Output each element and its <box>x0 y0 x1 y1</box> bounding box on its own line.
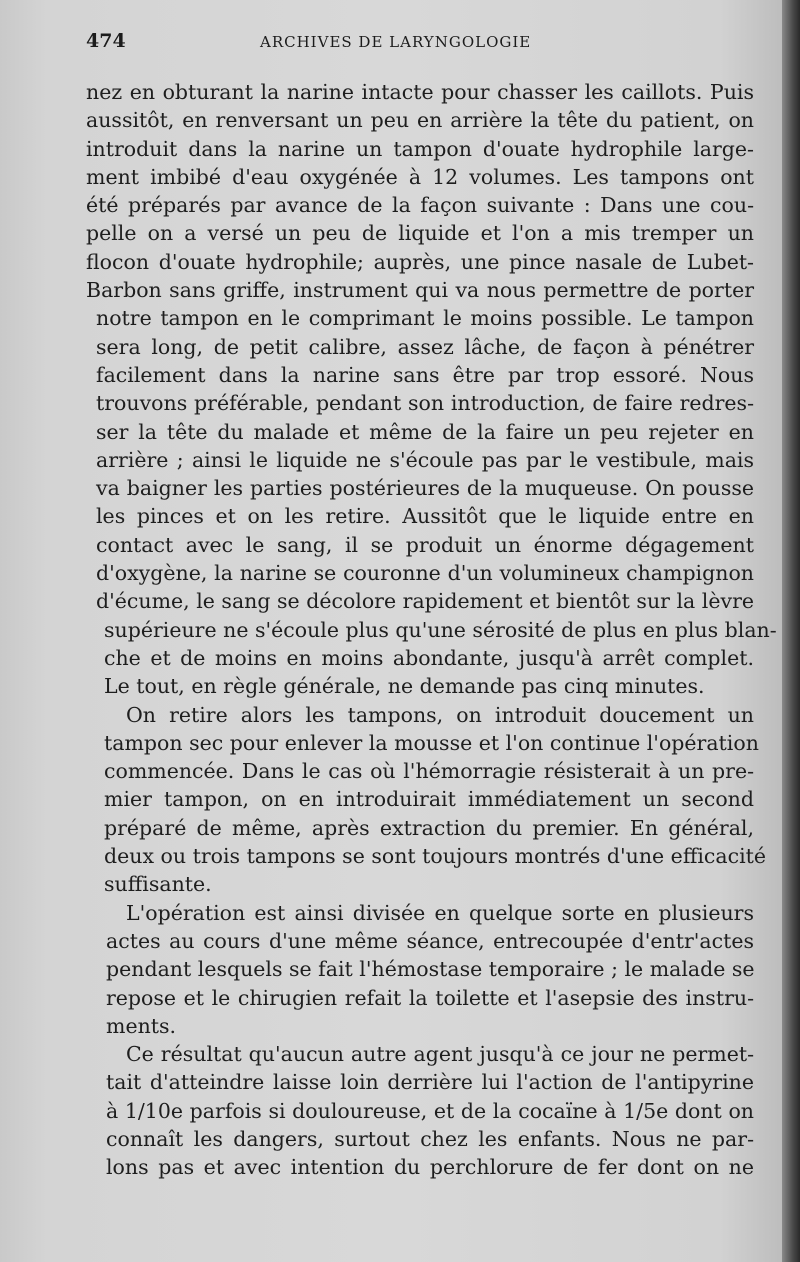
text-line: ment imbibé d'eau oxygénée à 12 volumes. Les tampons ont <box>86 164 754 189</box>
text-line: aussitôt, en renversant un peu en arrière la tête du patient, on <box>86 108 754 133</box>
text-line: à 1/10e parfois si douloureuse, et de la cocaïne à 1/5e dont on <box>106 1098 754 1123</box>
page-header <box>86 30 756 60</box>
text-line: trouvons préférable, pendant son introduction, de faire redres- <box>96 391 754 416</box>
text-line: repose et le chirugien refait la toilette et l'asepsie des instru- <box>106 985 754 1010</box>
text-line: introduit dans la narine un tampon d'ouate hydrophile large- <box>86 136 754 161</box>
text-line: lons pas et avec intention du perchlorure de fer dont on ne <box>106 1155 754 1180</box>
text-line: sera long, de petit calibre, assez lâche, de façon à pénétrer <box>96 334 754 359</box>
text-line: pelle on a versé un peu de liquide et l'on a mis tremper un <box>86 221 754 246</box>
text-line: les pinces et on les retire. Aussitôt que le liquide entre en <box>96 504 754 529</box>
text-line: Ce résultat qu'aucun autre agent jusqu'à ce jour ne permet- <box>126 1042 754 1067</box>
text-line: mier tampon, on en introduirait immédiatement un second <box>104 787 754 812</box>
text-line: nez en obturant la narine intacte pour chasser les caillots. Puis <box>86 80 754 104</box>
text-line: On retire alors les tampons, on introduit doucement un <box>126 702 754 727</box>
text-line: commencée. Dans le cas où l'hémorragie résisterait à un pre- <box>104 759 754 784</box>
text-line: connaît les dangers, surtout chez les enfants. Nous ne par- <box>106 1126 754 1151</box>
running-title: ARCHIVES DE LARYNGOLOGIE <box>260 33 532 51</box>
text-line: ments. <box>106 1013 177 1038</box>
text-line: L'opération est ainsi divisée en quelque sorte en plusieurs <box>126 900 754 925</box>
text-line: d'oxygène, la narine se couronne d'un volumineux champignon <box>96 561 754 586</box>
text-line: tait d'atteindre laisse loin derrière lui l'action de l'antipyrine <box>106 1070 754 1095</box>
text-line: flocon d'ouate hydrophile; auprès, une pince nasale de Lubet- <box>86 249 754 274</box>
text-line: notre tampon en le comprimant le moins possible. Le tampon <box>96 306 754 331</box>
text-line: facilement dans la narine sans être par trop essoré. Nous <box>96 362 754 387</box>
text-line: Le tout, en règle générale, ne demande pas cinq minutes. <box>104 674 705 699</box>
text-line: tampon sec pour enlever la mousse et l'on continue l'opération <box>104 730 759 755</box>
text-line: contact avec le sang, il se produit un énorme dégagement <box>96 532 754 557</box>
text-line: pendant lesquels se fait l'hémostase temporaire ; le malade se <box>106 957 755 982</box>
page-edge-shadow <box>782 0 800 1262</box>
text-line: été préparés par avance de la façon suivante : Dans une cou- <box>86 193 754 218</box>
text-line: ser la tête du malade et même de la faire un peu rejeter en <box>96 419 754 444</box>
text-line: supérieure ne s'écoule plus qu'une sérosité de plus en plus blan- <box>104 617 777 642</box>
body-text <box>86 78 777 1182</box>
text-line: va baigner les parties postérieures de la muqueuse. On pousse <box>96 476 754 501</box>
text-line: Barbon sans griffe, instrument qui va nous permettre de porter <box>86 278 754 303</box>
text-line: suffisante. <box>104 872 212 897</box>
text-line: actes au cours d'une même séance, entrecoupée d'entr'actes <box>106 928 754 953</box>
text-line: deux ou trois tampons se sont toujours montrés d'une efficacité <box>104 844 767 869</box>
text-line: che et de moins en moins abondante, jusqu'à arrêt complet. <box>104 645 754 670</box>
text-line: d'écume, le sang se décolore rapidement et bientôt sur la lèvre <box>96 589 754 614</box>
text-line: préparé de même, après extraction du premier. En général, <box>104 815 754 840</box>
page-number: 474 <box>86 30 126 52</box>
text-line: arrière ; ainsi le liquide ne s'écoule pas par le vestibule, mais <box>96 447 754 472</box>
